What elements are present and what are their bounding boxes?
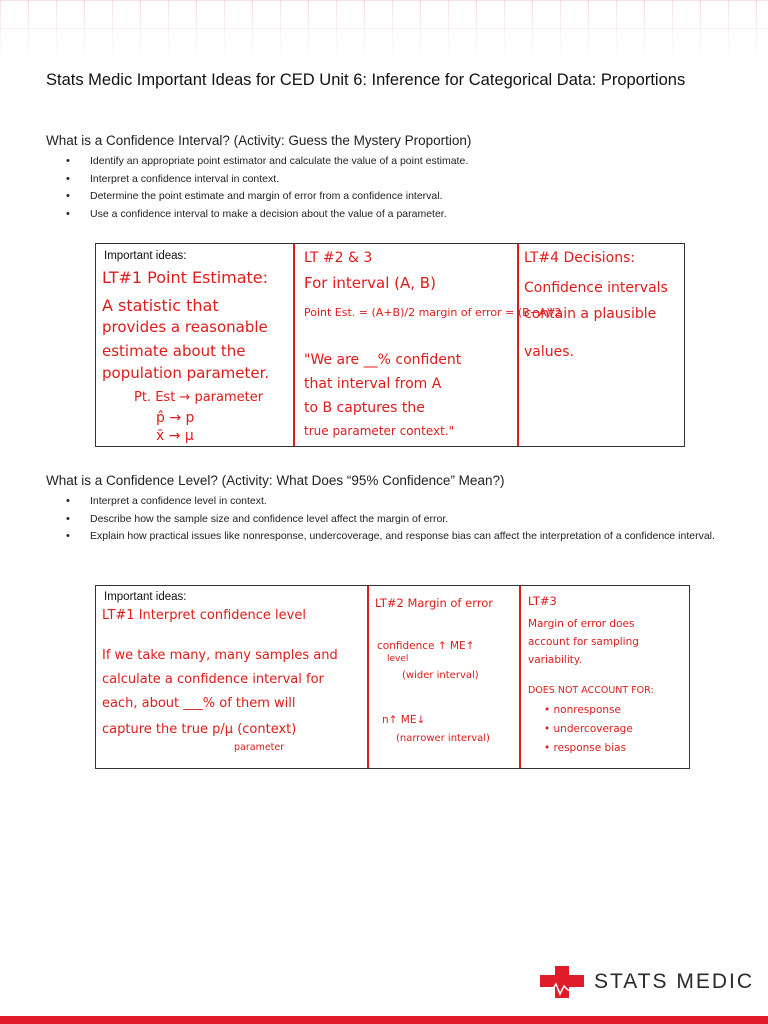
column-divider [367,586,369,768]
important-ideas-box-1 [95,243,685,447]
handwritten-note: Point Est. = (A+B)/2 margin of error = (B−A)/2 [304,306,562,319]
page-title: Stats Medic Important Ideas for CED Unit 6: Inference for Categorical Data: Proportions [46,71,686,89]
important-ideas-box-2 [95,585,690,769]
handwritten-note: contain a plausible [524,306,657,322]
handwritten-note: "We are __% confident [304,352,462,368]
handwritten-note: LT#1 Point Estimate: [102,268,269,287]
handwritten-note: x̄ → μ [156,428,194,444]
handwritten-note: A statistic that [102,296,219,315]
handwritten-note: parameter [234,742,285,753]
handwritten-note: DOES NOT ACCOUNT FOR: [528,685,654,696]
handwritten-note: LT#3 [528,594,557,608]
handwritten-note: population parameter. [102,364,270,382]
handwritten-note: capture the true p/μ (context) [102,722,297,737]
section-heading-confidence-level: What is a Confidence Level? (Activity: What Does “95% Confidence” Mean?) [46,473,505,488]
list-item: • Explain how practical issues like nonresponse, undercoverage, and response bias can affect the interpretation of a confidence interval. [46,528,736,546]
handwritten-note: true parameter context." [304,424,455,438]
list-item: • Interpret a confidence interval in context. [46,171,736,189]
handwritten-note: n↑ ME↓ [382,714,426,726]
medical-cross-icon [538,966,586,998]
handwritten-note: Confidence intervals [524,280,668,296]
list-item: • Use a confidence interval to make a decision about the value of a parameter. [46,206,736,224]
handwritten-note: calculate a confidence interval for [102,672,324,687]
list-item: • Determine the point estimate and margin of error from a confidence interval. [46,188,736,206]
important-ideas-label: Important ideas: [104,250,187,262]
handwritten-note: LT#2 Margin of error [375,596,493,610]
handwritten-note: (wider interval) [402,670,479,681]
bullet-list-confidence-interval [46,153,736,223]
bullet-list-confidence-level [46,493,736,546]
handwritten-note: If we take many, many samples and [102,648,338,663]
handwritten-note: For interval (A, B) [304,274,436,292]
handwritten-note: estimate about the [102,342,246,360]
stats-medic-logo [538,966,754,998]
grid-background [0,0,768,62]
handwritten-note: p̂ → p [156,410,195,426]
handwritten-note: • response bias [544,742,627,754]
handwritten-note: LT#1 Interpret confidence level [102,608,306,623]
handwritten-note: account for sampling [528,636,639,648]
list-item: • Identify an appropriate point estimator and calculate the value of a point estimate. [46,153,736,171]
handwritten-note: confidence ↑ ME↑ [377,640,475,652]
handwritten-note: to B captures the [304,400,425,416]
list-item: • Interpret a confidence level in context. [46,493,736,511]
handwritten-note: Pt. Est → parameter [134,390,264,405]
handwritten-note: Margin of error does [528,618,635,630]
column-divider [293,244,295,446]
handwritten-note: values. [524,344,574,360]
column-divider [517,244,519,446]
handwritten-note: • nonresponse [544,704,621,716]
handwritten-note: level [387,654,409,664]
handwritten-note: that interval from A [304,376,442,392]
important-ideas-label: Important ideas: [104,591,187,603]
handwritten-note: provides a reasonable [102,318,268,336]
bottom-accent-bar [0,1016,768,1024]
handwritten-note: each, about ___% of them will [102,696,296,711]
column-divider [519,586,521,768]
handwritten-note: (narrower interval) [396,733,490,744]
handwritten-note: • undercoverage [544,723,633,735]
list-item: • Describe how the sample size and confidence level affect the margin of error. [46,511,736,529]
handwritten-note: variability. [528,654,582,666]
logo-text: STATS MEDIC [593,970,754,993]
handwritten-note: LT #2 & 3 [304,250,373,266]
handwritten-note: LT#4 Decisions: [524,250,636,266]
section-heading-confidence-interval: What is a Confidence Interval? (Activity: Guess the Mystery Proportion) [46,133,472,148]
